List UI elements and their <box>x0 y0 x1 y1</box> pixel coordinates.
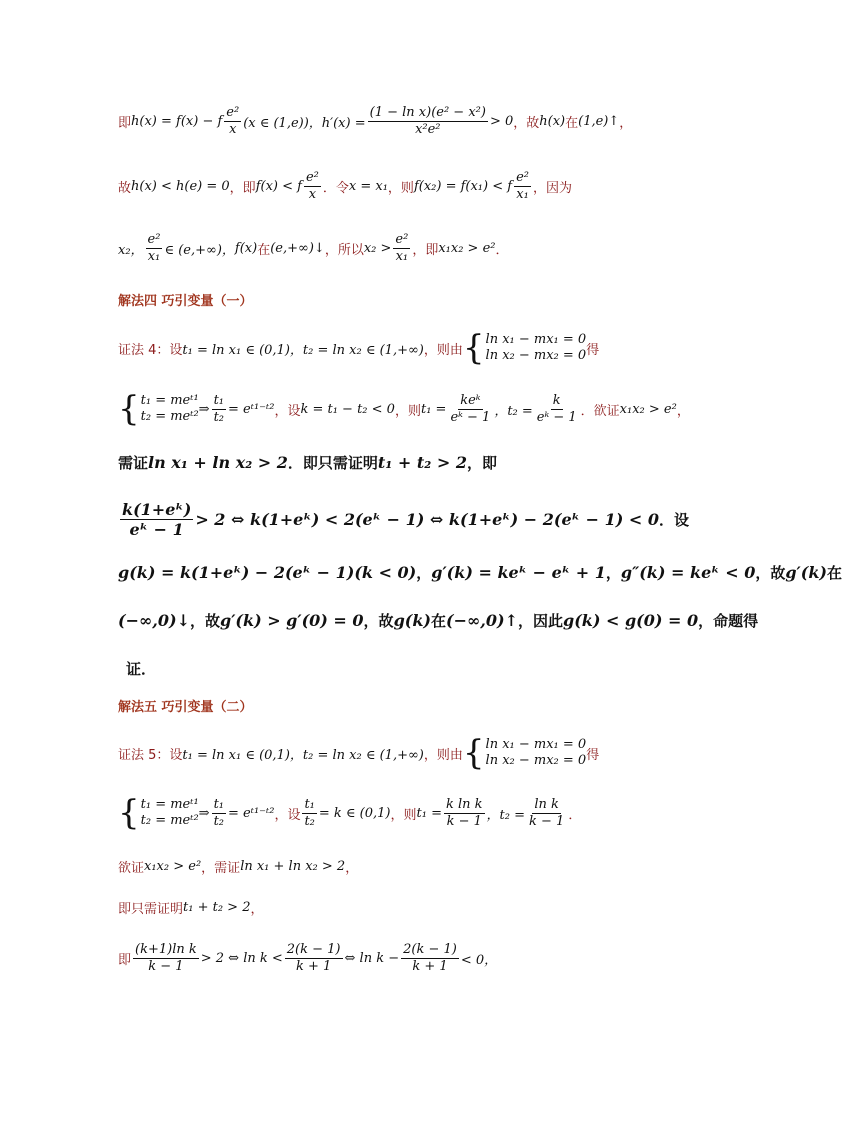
fraction: $\frac{\text{t₁}}{\text{t₂}}$ <box>213 796 225 829</box>
line-14: { t₁ = meᵗ¹ t₂ = meᵗ² ⇒ $\frac{\text{t₁}}{\text{t₂}}$ = eᵗ¹⁻ᵗ² ，设 $\frac{\text{t₁}}{\text{t₂}}$ = k ∈ (0,1) ，则 t₁ = $\frac{\text{k ln k}}{k - 1}$ ，t₂ = $\frac{\text{ln k}}{k - 1}$ ． <box>118 793 582 833</box>
fraction: $\frac{2(k - 1)}{k + 1}$ <box>403 942 457 974</box>
line-7: 需证 ln x₁ + ln x₂ > 2 ．即只需证明 t₁ + t₂ > 2 ，即 <box>118 453 497 472</box>
section-heading-method-5: 解法五 巧引变量（二） <box>118 700 253 715</box>
fraction: $\frac{\text{t₁}}{\text{t₂}}$ <box>213 392 225 425</box>
line-13: 证法 5：设 t₁ = ln x₁ ∈ (0,1)，t₂ = ln x₂ ∈ (1,+∞) ，则由 { ln x₁ − mx₁ = 0 ln x₂ − mx₂ = 0 得 <box>118 733 600 773</box>
fraction: $\frac{\text{e²}}{\text{x₁}}$ <box>147 232 161 264</box>
left-brace: { <box>462 328 485 368</box>
fraction: $\frac{\text{keᵏ}}{\text{eᵏ − 1}}$ <box>450 392 491 425</box>
fraction: $\frac{\text{k(1+eᵏ)}}{\text{eᵏ − 1}}$ <box>122 500 192 540</box>
fraction: $\frac{\text{(1 − ln x)(e² − x²)}}{\text{x²e²}}$ <box>369 105 486 137</box>
fraction: $\frac{\text{(k+1)ln k}}{k - 1}$ <box>135 942 197 974</box>
left-brace: { <box>118 389 140 429</box>
line-10: (−∞,0)↓ ，故 g′(k) > g′(0) = 0 ，故 g(k) 在 (−∞,0)↑ ，因此 g(k) < g(0) = 0 ，命题得 <box>118 611 759 630</box>
fraction: $\frac{\text{e²}}{x}$ <box>305 170 319 202</box>
line-11: 证． <box>126 660 157 678</box>
fraction: $\frac{k}{\text{eᵏ − 1}}$ <box>536 392 577 425</box>
line-15: 欲证 x₁x₂ > e² ，需证 ln x₁ + ln x₂ > 2 ， <box>118 859 359 876</box>
left-brace: { <box>118 793 140 833</box>
line-17: 即 $\frac{\text{(k+1)ln k}}{k - 1}$ > 2 ⇔ ln k < $\frac{2(k - 1)}{k + 1}$ ⇔ ln k − $\frac{2(k - 1)}{k + 1}$ < 0， <box>118 942 498 974</box>
fraction: $\frac{\text{e²}}{x}$ <box>226 105 240 137</box>
fraction: $\frac{\text{ln k}}{k - 1}$ <box>529 796 565 829</box>
line-2: 故 h(x) < h(e) = 0 ，即 f(x) < f $\frac{\text{e²}}{x}$ ．令 x = x₁ ，则 f(x₂) = f(x₁) < f $\frac{\text{e²}}{\text{x₁}}$ ，因为 <box>118 170 572 202</box>
line-3: x₂， $\frac{\text{e²}}{\text{x₁}}$ ∈ (e,+∞)， f(x) 在 (e,+∞)↓ ，所以 x₂ > $\frac{\text{e²}}{\text{x₁}}$ ，即 x₁x₂ > e² ． <box>118 232 509 264</box>
fraction: $\frac{\text{e²}}{\text{x₁}}$ <box>395 232 409 264</box>
fraction: $\frac{2(k - 1)}{k + 1}$ <box>286 942 341 974</box>
equation-system: { t₁ = meᵗ¹ t₂ = meᵗ² <box>118 389 199 429</box>
left-brace: { <box>462 733 485 773</box>
section-heading-method-4: 解法四 巧引变量（一） <box>118 294 253 309</box>
line-16: 即只需证明 t₁ + t₂ > 2 ， <box>118 900 264 917</box>
line-1: 即 h(x) = f(x) − f $\frac{\text{e²}}{x}$ (x ∈ (1,e))，h′(x) = $\frac{\text{(1 − ln x)(e² − x²)}}{\text{x²e²}}$ > 0 ，故 h(x) 在 (1,e)↑ ， <box>118 105 633 137</box>
equation-system: { ln x₁ − mx₁ = 0 ln x₂ − mx₂ = 0 <box>462 328 587 368</box>
fraction: $\frac{\text{e²}}{\text{x₁}}$ <box>516 170 529 202</box>
line-8: $\frac{\text{k(1+eᵏ)}}{\text{eᵏ − 1}}$ > 2 ⇔ k(1+eᵏ) < 2(eᵏ − 1) ⇔ k(1+eᵏ) − 2(eᵏ − 1) < 0 ．设 <box>122 500 689 540</box>
fraction: $\frac{\text{k ln k}}{k - 1}$ <box>445 796 483 829</box>
fraction: $\frac{\text{t₁}}{\text{t₂}}$ <box>304 796 315 829</box>
line-5: 证法 4：设 t₁ = ln x₁ ∈ (0,1)，t₂ = ln x₂ ∈ (1,+∞) ，则由 { ln x₁ − mx₁ = 0 ln x₂ − mx₂ = 0 得 <box>118 328 600 368</box>
line-9: g(k) = k(1+eᵏ) − 2(eᵏ − 1)(k < 0) ， g′(k) = keᵏ − eᵏ + 1 ， g″(k) = keᵏ < 0 ，故 g′(k) 在 <box>118 563 842 582</box>
line-6: { t₁ = meᵗ¹ t₂ = meᵗ² ⇒ $\frac{\text{t₁}}{\text{t₂}}$ = eᵗ¹⁻ᵗ² ，设 k = t₁ − t₂ < 0 ，则 t₁ = $\frac{\text{keᵏ}}{\text{eᵏ − 1}}$ ，t₂ = $\frac{k}{\text{eᵏ − 1}}$ ．欲证 x₁x₂ > e² ， <box>118 389 690 429</box>
equation-system: { t₁ = meᵗ¹ t₂ = meᵗ² <box>118 793 199 833</box>
equation-system: { ln x₁ − mx₁ = 0 ln x₂ − mx₂ = 0 <box>462 733 587 773</box>
